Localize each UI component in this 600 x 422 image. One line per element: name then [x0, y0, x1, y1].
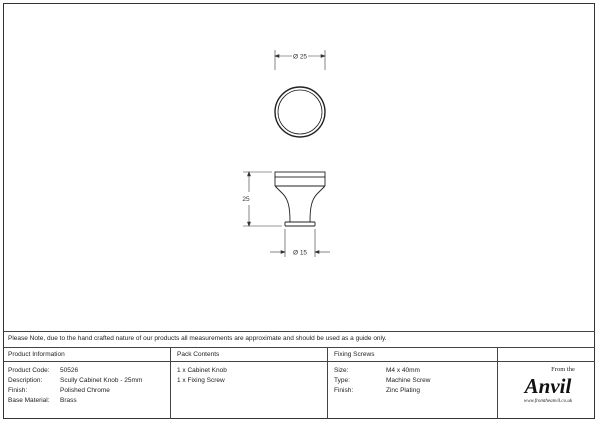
- screw-finish-label: Finish:: [334, 387, 354, 394]
- screw-finish-value: Zinc Plating: [386, 387, 420, 394]
- fixing-screws-title: Fixing Screws: [334, 351, 375, 358]
- knob-top-view: [275, 87, 325, 137]
- screw-size-value: M4 x 40mm: [386, 367, 420, 374]
- from-the-anvil-logo: [507, 363, 589, 413]
- top-view-dim-label: Ø 25: [292, 53, 308, 61]
- base-material-label: Base Material:: [8, 397, 50, 404]
- logo-tagline: From the: [551, 366, 575, 373]
- height-dim-label: 25: [242, 196, 250, 203]
- column-divider-1: [170, 348, 171, 419]
- description-label: Description:: [8, 377, 43, 384]
- screw-type-value: Machine Screw: [386, 377, 431, 384]
- column-divider-3: [497, 348, 498, 419]
- base-dim-label: Ø 15: [292, 249, 308, 257]
- product-code-value: 50526: [60, 367, 79, 374]
- column-divider-2: [327, 348, 328, 419]
- finish-value: Polished Chrome: [60, 387, 110, 394]
- pack-contents-title: Pack Contents: [177, 351, 220, 358]
- product-info-title: Product Information: [8, 351, 65, 358]
- finish-label: Finish:: [8, 387, 28, 394]
- note-top-divider: [4, 331, 595, 332]
- info-header-divider: [4, 361, 595, 362]
- description-value: Scully Cabinet Knob - 25mm: [60, 377, 143, 384]
- logo-url: www.fromtheanvil.co.uk: [523, 399, 573, 404]
- screw-size-label: Size:: [334, 367, 349, 374]
- base-material-value: Brass: [60, 397, 77, 404]
- measurement-note: Please Note, due to the hand crafted nature of our products all measurements are approximate and should be used as a guide only.: [8, 335, 387, 342]
- info-top-divider: [4, 347, 595, 348]
- logo-name: Anvil: [524, 374, 572, 398]
- screw-type-label: Type:: [334, 377, 350, 384]
- product-code-label: Product Code:: [8, 367, 50, 374]
- pack-item: 1 x Fixing Screw: [177, 377, 225, 384]
- knob-side-view: [275, 172, 325, 226]
- pack-item: 1 x Cabinet Knob: [177, 367, 227, 374]
